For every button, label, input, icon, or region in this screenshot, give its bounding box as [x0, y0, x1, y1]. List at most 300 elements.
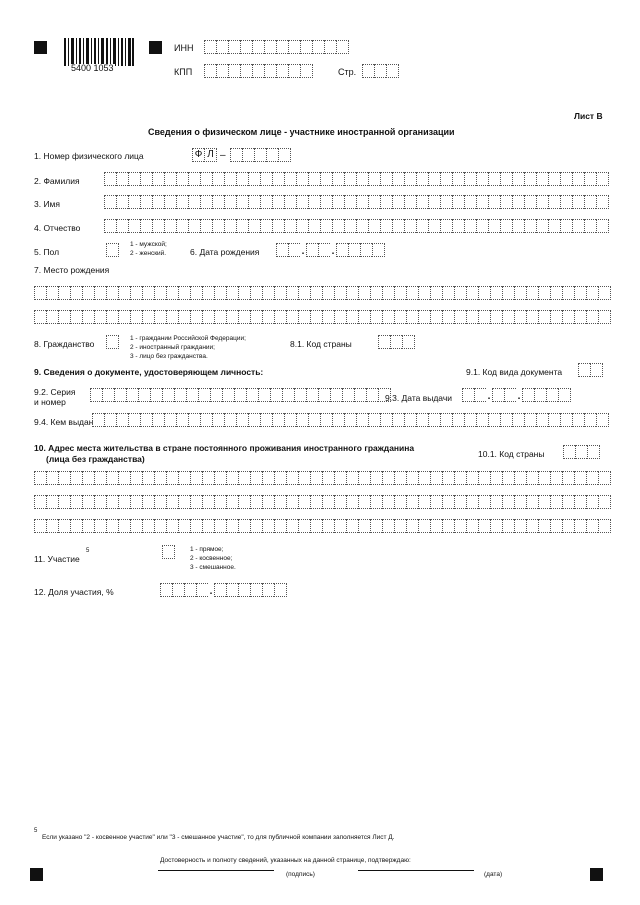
input-cell[interactable]: [562, 471, 574, 485]
input-cell[interactable]: [394, 310, 406, 324]
input-cell[interactable]: [234, 388, 246, 402]
input-cell[interactable]: [296, 172, 308, 186]
input-cell[interactable]: [116, 219, 128, 233]
input-cell[interactable]: [346, 310, 358, 324]
input-cell[interactable]: [574, 519, 586, 533]
input-cell[interactable]: [526, 286, 538, 300]
f3-name-field[interactable]: [104, 195, 609, 209]
input-cell[interactable]: [572, 195, 584, 209]
input-cell[interactable]: [562, 495, 574, 509]
input-cell[interactable]: [332, 219, 344, 233]
input-cell[interactable]: [454, 495, 466, 509]
input-cell[interactable]: [512, 219, 524, 233]
input-cell[interactable]: [34, 519, 46, 533]
input-cell[interactable]: [526, 310, 538, 324]
input-cell[interactable]: [260, 413, 272, 427]
input-cell[interactable]: [598, 286, 611, 300]
input-cell[interactable]: [430, 519, 442, 533]
input-cell[interactable]: [370, 495, 382, 509]
input-cell[interactable]: [276, 64, 288, 78]
input-cell[interactable]: [466, 310, 478, 324]
input-cell[interactable]: [286, 519, 298, 533]
input-cell[interactable]: [114, 388, 126, 402]
input-cell[interactable]: [230, 148, 242, 162]
input-cell[interactable]: [334, 519, 346, 533]
input-cell[interactable]: [374, 64, 386, 78]
input-cell[interactable]: [538, 519, 550, 533]
input-cell[interactable]: [262, 519, 274, 533]
input-cell[interactable]: [284, 172, 296, 186]
input-cell[interactable]: [572, 413, 584, 427]
input-cell[interactable]: [310, 310, 322, 324]
input-cell[interactable]: [226, 286, 238, 300]
input-cell[interactable]: [272, 195, 284, 209]
input-cell[interactable]: [478, 519, 490, 533]
input-cell[interactable]: [560, 195, 572, 209]
input-cell[interactable]: [214, 495, 226, 509]
input-cell[interactable]: [586, 310, 598, 324]
input-cell[interactable]: [140, 195, 152, 209]
input-cell[interactable]: [514, 286, 526, 300]
input-cell[interactable]: [130, 519, 142, 533]
input-cell[interactable]: [214, 471, 226, 485]
input-cell[interactable]: [248, 172, 260, 186]
input-cell[interactable]: [272, 219, 284, 233]
input-cell[interactable]: [586, 471, 598, 485]
input-cell[interactable]: [394, 471, 406, 485]
input-cell[interactable]: [82, 310, 94, 324]
input-cell[interactable]: [322, 310, 334, 324]
input-cell[interactable]: [584, 195, 596, 209]
input-cell[interactable]: [380, 172, 392, 186]
f81-country-code-field[interactable]: [378, 335, 415, 349]
input-cell[interactable]: [236, 172, 248, 186]
input-cell[interactable]: [152, 195, 164, 209]
input-cell[interactable]: [140, 172, 152, 186]
input-cell[interactable]: [386, 64, 399, 78]
input-cell[interactable]: [118, 495, 130, 509]
input-cell[interactable]: [382, 286, 394, 300]
input-cell[interactable]: [258, 388, 270, 402]
input-cell[interactable]: [250, 583, 262, 597]
input-cell[interactable]: [574, 471, 586, 485]
input-cell[interactable]: [334, 495, 346, 509]
input-cell[interactable]: [488, 195, 500, 209]
input-cell[interactable]: [526, 519, 538, 533]
f91-doc-type-field[interactable]: [578, 363, 603, 377]
input-cell[interactable]: [504, 388, 516, 402]
input-cell[interactable]: [264, 64, 276, 78]
input-cell[interactable]: [142, 519, 154, 533]
input-cell[interactable]: [560, 219, 572, 233]
input-cell[interactable]: [416, 219, 428, 233]
input-cell[interactable]: [190, 310, 202, 324]
input-cell[interactable]: [214, 583, 226, 597]
input-cell[interactable]: [228, 40, 240, 54]
input-cell[interactable]: [276, 40, 288, 54]
input-cell[interactable]: [404, 195, 416, 209]
input-cell[interactable]: [262, 471, 274, 485]
input-cell[interactable]: [226, 583, 238, 597]
input-cell[interactable]: [312, 40, 324, 54]
input-cell[interactable]: [512, 195, 524, 209]
input-cell[interactable]: [370, 310, 382, 324]
input-cell[interactable]: [202, 310, 214, 324]
input-cell[interactable]: [296, 413, 308, 427]
input-cell[interactable]: [284, 413, 296, 427]
input-cell[interactable]: [154, 495, 166, 509]
f10-address-line-2[interactable]: [34, 495, 611, 509]
input-cell[interactable]: [224, 413, 236, 427]
input-cell[interactable]: [336, 243, 348, 257]
input-cell[interactable]: [478, 286, 490, 300]
input-cell[interactable]: [252, 64, 264, 78]
input-cell[interactable]: [264, 40, 276, 54]
input-cell[interactable]: [380, 219, 392, 233]
input-cell[interactable]: [474, 388, 486, 402]
input-cell[interactable]: [578, 363, 590, 377]
input-cell[interactable]: [368, 413, 380, 427]
input-cell[interactable]: [46, 471, 58, 485]
input-cell[interactable]: [94, 519, 106, 533]
input-cell[interactable]: [514, 519, 526, 533]
input-cell[interactable]: [70, 471, 82, 485]
f2-surname-field[interactable]: [104, 172, 609, 186]
input-cell[interactable]: [154, 286, 166, 300]
input-cell[interactable]: [216, 40, 228, 54]
input-cell[interactable]: [306, 388, 318, 402]
input-cell[interactable]: [226, 310, 238, 324]
input-cell[interactable]: [296, 195, 308, 209]
input-cell[interactable]: [254, 148, 266, 162]
input-cell[interactable]: [308, 195, 320, 209]
f10-address-line-1[interactable]: [34, 471, 611, 485]
input-cell[interactable]: [166, 286, 178, 300]
input-cell[interactable]: [466, 471, 478, 485]
input-cell[interactable]: [596, 219, 609, 233]
input-cell[interactable]: [128, 219, 140, 233]
input-cell[interactable]: [390, 335, 402, 349]
input-cell[interactable]: [214, 519, 226, 533]
input-cell[interactable]: [358, 519, 370, 533]
input-cell[interactable]: [106, 310, 118, 324]
input-cell[interactable]: [440, 172, 452, 186]
input-cell[interactable]: [126, 388, 138, 402]
input-cell[interactable]: [430, 495, 442, 509]
input-cell[interactable]: [598, 471, 611, 485]
input-cell[interactable]: [358, 310, 370, 324]
input-cell[interactable]: [318, 388, 330, 402]
input-cell[interactable]: [58, 310, 70, 324]
input-cell[interactable]: [574, 310, 586, 324]
input-cell[interactable]: [476, 413, 488, 427]
input-cell[interactable]: [286, 310, 298, 324]
input-cell[interactable]: [300, 40, 312, 54]
input-cell[interactable]: [522, 388, 534, 402]
input-cell[interactable]: [200, 413, 212, 427]
input-cell[interactable]: [118, 286, 130, 300]
input-cell[interactable]: [94, 495, 106, 509]
input-cell[interactable]: [550, 471, 562, 485]
input-cell[interactable]: [300, 64, 313, 78]
input-cell[interactable]: [598, 495, 611, 509]
input-cell[interactable]: [224, 172, 236, 186]
input-cell[interactable]: [130, 471, 142, 485]
input-cell[interactable]: [596, 172, 609, 186]
input-cell[interactable]: [526, 495, 538, 509]
input-cell[interactable]: [368, 219, 380, 233]
input-cell[interactable]: [166, 471, 178, 485]
input-cell[interactable]: [212, 195, 224, 209]
input-cell[interactable]: [202, 519, 214, 533]
input-cell[interactable]: [154, 310, 166, 324]
input-cell[interactable]: [288, 243, 300, 257]
input-cell[interactable]: [82, 286, 94, 300]
input-cell[interactable]: [154, 471, 166, 485]
input-cell[interactable]: [118, 310, 130, 324]
input-cell[interactable]: [370, 286, 382, 300]
input-cell[interactable]: [228, 64, 240, 78]
input-cell[interactable]: [418, 519, 430, 533]
input-cell[interactable]: [262, 286, 274, 300]
input-cell[interactable]: [116, 195, 128, 209]
input-cell[interactable]: [142, 495, 154, 509]
input-cell[interactable]: [196, 583, 208, 597]
input-cell[interactable]: [200, 219, 212, 233]
input-cell[interactable]: [336, 40, 349, 54]
input-cell[interactable]: [210, 388, 222, 402]
input-cell[interactable]: [140, 413, 152, 427]
input-cell[interactable]: [128, 172, 140, 186]
input-cell[interactable]: [563, 445, 575, 459]
f94-issued-by-field[interactable]: [92, 413, 609, 427]
input-cell[interactable]: [490, 519, 502, 533]
input-cell[interactable]: [392, 195, 404, 209]
input-cell[interactable]: [106, 495, 118, 509]
input-cell[interactable]: [394, 519, 406, 533]
input-cell[interactable]: [428, 219, 440, 233]
input-cell[interactable]: [150, 388, 162, 402]
input-cell[interactable]: [454, 471, 466, 485]
input-cell[interactable]: [162, 388, 174, 402]
input-cell[interactable]: [346, 286, 358, 300]
input-cell[interactable]: [534, 388, 546, 402]
input-cell[interactable]: [190, 471, 202, 485]
input-cell[interactable]: [250, 286, 262, 300]
input-cell[interactable]: [116, 172, 128, 186]
input-cell[interactable]: [284, 195, 296, 209]
input-cell[interactable]: [104, 172, 116, 186]
input-cell[interactable]: [536, 172, 548, 186]
input-cell[interactable]: [34, 286, 46, 300]
input-cell[interactable]: [116, 413, 128, 427]
input-cell[interactable]: [346, 519, 358, 533]
input-cell[interactable]: [324, 40, 336, 54]
input-cell[interactable]: [502, 519, 514, 533]
input-cell[interactable]: [406, 286, 418, 300]
input-cell[interactable]: [106, 471, 118, 485]
input-cell[interactable]: [226, 471, 238, 485]
input-cell[interactable]: [176, 219, 188, 233]
input-cell[interactable]: [406, 471, 418, 485]
input-cell[interactable]: [320, 195, 332, 209]
input-cell[interactable]: [584, 172, 596, 186]
input-cell[interactable]: [248, 413, 260, 427]
input-cell[interactable]: [250, 495, 262, 509]
input-cell[interactable]: [238, 286, 250, 300]
input-cell[interactable]: [260, 172, 272, 186]
input-cell[interactable]: [70, 286, 82, 300]
input-cell[interactable]: [490, 286, 502, 300]
input-cell[interactable]: [370, 519, 382, 533]
input-cell[interactable]: [224, 219, 236, 233]
input-cell[interactable]: [454, 519, 466, 533]
input-cell[interactable]: Л: [204, 148, 217, 162]
input-cell[interactable]: [236, 195, 248, 209]
input-cell[interactable]: [392, 172, 404, 186]
input-cell[interactable]: [490, 310, 502, 324]
input-cell[interactable]: [404, 219, 416, 233]
input-cell[interactable]: [416, 195, 428, 209]
input-cell[interactable]: [118, 519, 130, 533]
input-cell[interactable]: [166, 495, 178, 509]
input-cell[interactable]: [416, 172, 428, 186]
input-cell[interactable]: [58, 519, 70, 533]
input-cell[interactable]: [332, 413, 344, 427]
input-cell[interactable]: [224, 195, 236, 209]
input-cell[interactable]: [536, 195, 548, 209]
input-cell[interactable]: [82, 495, 94, 509]
input-cell[interactable]: [298, 471, 310, 485]
input-cell[interactable]: [82, 519, 94, 533]
input-cell[interactable]: [586, 286, 598, 300]
input-cell[interactable]: [358, 495, 370, 509]
input-cell[interactable]: [178, 495, 190, 509]
input-cell[interactable]: [442, 286, 454, 300]
input-cell[interactable]: [596, 195, 609, 209]
input-cell[interactable]: [272, 413, 284, 427]
input-cell[interactable]: [286, 471, 298, 485]
input-cell[interactable]: [452, 172, 464, 186]
input-cell[interactable]: [418, 495, 430, 509]
input-cell[interactable]: [560, 172, 572, 186]
input-cell[interactable]: [276, 243, 288, 257]
input-cell[interactable]: [596, 413, 609, 427]
input-cell[interactable]: [238, 583, 250, 597]
input-cell[interactable]: [490, 495, 502, 509]
input-cell[interactable]: [154, 519, 166, 533]
input-cell[interactable]: [598, 310, 611, 324]
input-cell[interactable]: [296, 219, 308, 233]
input-cell[interactable]: [406, 519, 418, 533]
input-cell[interactable]: [250, 471, 262, 485]
input-cell[interactable]: [294, 388, 306, 402]
input-cell[interactable]: [464, 172, 476, 186]
input-cell[interactable]: [512, 413, 524, 427]
input-cell[interactable]: [212, 413, 224, 427]
input-cell[interactable]: [130, 495, 142, 509]
input-cell[interactable]: [166, 519, 178, 533]
input-cell[interactable]: [238, 495, 250, 509]
input-cell[interactable]: [262, 310, 274, 324]
input-cell[interactable]: [524, 413, 536, 427]
input-cell[interactable]: [356, 413, 368, 427]
input-cell[interactable]: [34, 471, 46, 485]
input-cell[interactable]: [202, 286, 214, 300]
input-cell[interactable]: [342, 388, 354, 402]
input-cell[interactable]: [418, 286, 430, 300]
input-cell[interactable]: [306, 243, 318, 257]
input-cell[interactable]: [178, 471, 190, 485]
input-cell[interactable]: [238, 310, 250, 324]
input-cell[interactable]: [322, 471, 334, 485]
input-cell[interactable]: [184, 583, 196, 597]
input-cell[interactable]: [590, 363, 603, 377]
input-cell[interactable]: [492, 388, 504, 402]
input-cell[interactable]: [152, 413, 164, 427]
input-cell[interactable]: [430, 310, 442, 324]
input-cell[interactable]: [322, 519, 334, 533]
input-cell[interactable]: [348, 243, 360, 257]
input-cell[interactable]: [356, 219, 368, 233]
input-cell[interactable]: [164, 413, 176, 427]
input-cell[interactable]: [142, 310, 154, 324]
input-cell[interactable]: [372, 243, 385, 257]
input-cell[interactable]: [380, 195, 392, 209]
input-cell[interactable]: [272, 172, 284, 186]
input-cell[interactable]: [320, 172, 332, 186]
input-cell[interactable]: [286, 495, 298, 509]
input-cell[interactable]: [214, 310, 226, 324]
f10-address-line-3[interactable]: [34, 519, 611, 533]
f6-birthdate-field[interactable]: [276, 243, 385, 257]
input-cell[interactable]: Ф: [192, 148, 204, 162]
input-cell[interactable]: [360, 243, 372, 257]
input-cell[interactable]: [104, 413, 116, 427]
page-field[interactable]: [362, 64, 399, 78]
input-cell[interactable]: [550, 495, 562, 509]
input-cell[interactable]: [334, 471, 346, 485]
input-cell[interactable]: [162, 545, 175, 559]
input-cell[interactable]: [248, 219, 260, 233]
input-cell[interactable]: [204, 64, 216, 78]
input-cell[interactable]: [274, 495, 286, 509]
input-cell[interactable]: [46, 519, 58, 533]
input-cell[interactable]: [382, 519, 394, 533]
input-cell[interactable]: [188, 219, 200, 233]
input-cell[interactable]: [586, 495, 598, 509]
input-cell[interactable]: [58, 471, 70, 485]
input-cell[interactable]: [178, 519, 190, 533]
input-cell[interactable]: [330, 388, 342, 402]
input-cell[interactable]: [334, 310, 346, 324]
input-cell[interactable]: [478, 471, 490, 485]
input-cell[interactable]: [368, 195, 380, 209]
input-cell[interactable]: [250, 310, 262, 324]
input-cell[interactable]: [240, 64, 252, 78]
input-cell[interactable]: [106, 286, 118, 300]
input-cell[interactable]: [310, 471, 322, 485]
input-cell[interactable]: [216, 64, 228, 78]
input-cell[interactable]: [514, 495, 526, 509]
input-cell[interactable]: [442, 495, 454, 509]
input-cell[interactable]: [202, 495, 214, 509]
input-cell[interactable]: [142, 286, 154, 300]
f1-number-field[interactable]: [230, 148, 291, 162]
input-cell[interactable]: [104, 219, 116, 233]
input-cell[interactable]: [286, 286, 298, 300]
input-cell[interactable]: [274, 519, 286, 533]
